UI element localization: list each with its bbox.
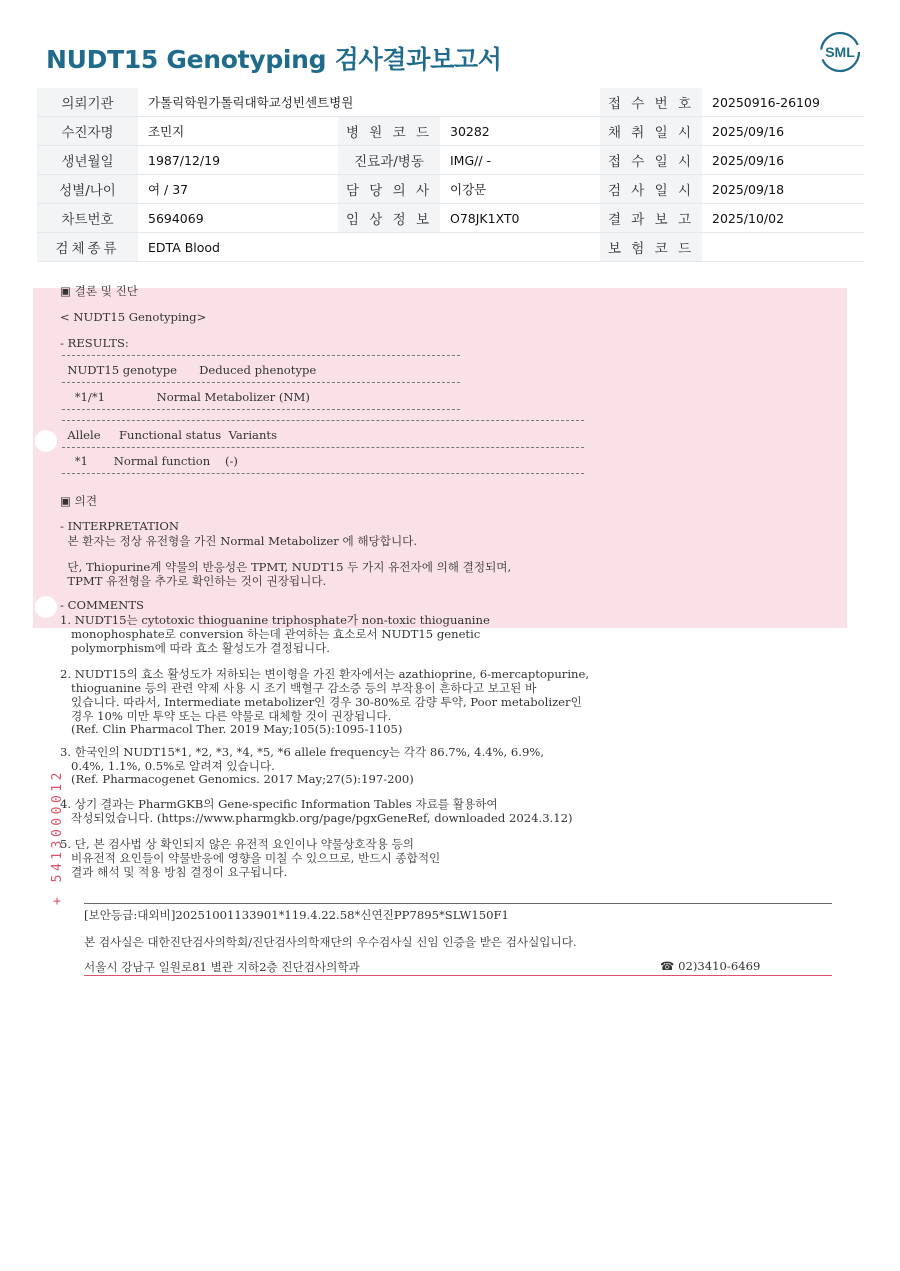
info-row	[37, 175, 864, 204]
separator	[62, 420, 584, 421]
punch-hole	[35, 596, 57, 618]
section-opinion-heading: ▣ 의견	[60, 494, 98, 508]
comment-text: 작성되었습니다. (https://www.pharmgkb.org/page/pgxGeneRef, downloaded 2024.3.12)	[60, 811, 573, 825]
comment-text: (Ref. Pharmacogenet Genomics. 2017 May;27(5):197-200)	[60, 772, 414, 786]
comment-text: 4. 상기 결과는 PharmGKB의 Gene-specific Information Tables 자료를 활용하여	[60, 797, 498, 811]
allele-row: *1 Normal function (-)	[60, 454, 238, 468]
footer-bottom-rule	[84, 975, 832, 976]
separator	[62, 409, 460, 410]
info-label: 보 험 코 드	[600, 233, 702, 262]
info-value	[702, 233, 864, 262]
info-label: 결 과 보 고	[600, 204, 702, 233]
comment-text: 1. NUDT15는 cytotoxic thioguanine triphosphate가 non-toxic thioguanine	[60, 613, 490, 627]
test-name: < NUDT15 Genotyping>	[60, 310, 207, 324]
comments-heading: - COMMENTS	[60, 598, 145, 612]
comment-text: 있습니다. 따라서, Intermediate metabolizer인 경우 30-80%로 감량 투약, Poor metabolizer인	[60, 695, 582, 709]
results-heading: - RESULTS:	[60, 336, 129, 350]
info-value: 20250916-26109	[702, 88, 864, 117]
results-header: NUDT15 genotype Deduced phenotype	[60, 363, 317, 377]
comment-text: polymorphism에 따라 효소 활성도가 결정됩니다.	[60, 641, 330, 655]
comment-text: 경우 10% 미만 투약 또는 다른 약물로 대체할 것이 권장됩니다.	[60, 709, 392, 723]
comment-text: monophosphate로 conversion 하는데 관여하는 효소로서 NUDT15 genetic	[60, 627, 481, 641]
info-row	[37, 88, 864, 117]
address-line: 서울시 강남구 일원로81 별관 지하2층 진단검사의학과	[84, 960, 360, 974]
info-value: 2025/09/18	[702, 175, 864, 204]
info-label: 담 당 의 사	[338, 175, 440, 204]
info-value: 5694069	[138, 204, 338, 233]
info-value: 30282	[440, 117, 600, 146]
comment-text: 비유전적 요인들이 약물반응에 영향을 미칠 수 있으므로, 반드시 종합적인	[60, 851, 441, 865]
info-label: 의뢰기관	[37, 88, 138, 117]
info-value: 2025/09/16	[702, 117, 864, 146]
info-value: 이강문	[440, 175, 600, 204]
info-label: 검체종류	[37, 233, 138, 262]
comment-text: 2. NUDT15의 효소 활성도가 저하되는 변이형을 가진 환자에서는 azathioprine, 6-mercaptopurine,	[60, 667, 590, 681]
phone-number: ☎ 02)3410-6469	[660, 959, 761, 973]
comment-text: thioguanine 등의 관련 약제 사용 시 조기 백혈구 감소증 등의 부작용이 흔하다고 보고된 바	[60, 681, 537, 695]
info-value: EDTA Blood	[138, 233, 600, 262]
info-value: 2025/09/16	[702, 146, 864, 175]
side-barcode-text: + 5413000012	[50, 769, 65, 905]
info-label: 차트번호	[37, 204, 138, 233]
info-value: 가톨릭학원가톨릭대학교성빈센트병원	[138, 88, 600, 117]
separator	[62, 355, 460, 356]
comment-text: (Ref. Clin Pharmacol Ther. 2019 May;105(5):1095-1105)	[60, 722, 403, 736]
security-line: [보안등급:대외비]20251001133901*119.4.22.58*신연진PP7895*SLW150F1	[84, 908, 509, 922]
certification-line: 본 검사실은 대한진단검사의학회/진단검사의학재단의 우수검사실 신임 인증을 받은 검사실입니다.	[84, 935, 577, 949]
footer-divider	[84, 903, 832, 904]
info-value: 여 / 37	[138, 175, 338, 204]
info-label: 검 사 일 시	[600, 175, 702, 204]
info-label: 수진자명	[37, 117, 138, 146]
interpretation-text: 단, Thiopurine계 약물의 반응성은 TPMT, NUDT15 두 가지 유전자에 의해 결정되며,	[60, 560, 512, 574]
info-label: 임 상 정 보	[338, 204, 440, 233]
info-label: 채 취 일 시	[600, 117, 702, 146]
comment-text: 결과 해석 및 적용 방침 결정이 요구됩니다.	[60, 865, 288, 879]
info-label: 접 수 번 호	[600, 88, 702, 117]
info-row	[37, 233, 864, 262]
info-value: 조민지	[138, 117, 338, 146]
interpretation-text: 본 환자는 정상 유전형을 가진 Normal Metabolizer 에 해당합니다.	[60, 534, 418, 548]
info-value: 1987/12/19	[138, 146, 338, 175]
info-label: 생년월일	[37, 146, 138, 175]
separator	[62, 473, 584, 474]
info-label: 접 수 일 시	[600, 146, 702, 175]
separator	[62, 447, 584, 448]
report-title: NUDT15 Genotyping 검사결과보고서	[46, 45, 502, 74]
info-row	[37, 117, 864, 146]
info-row	[37, 204, 864, 233]
comment-text: 3. 한국인의 NUDT15*1, *2, *3, *4, *5, *6 allele frequency는 각각 86.7%, 4.4%, 6.9%,	[60, 745, 545, 759]
interpretation-text: TPMT 유전형을 추가로 확인하는 것이 권장됩니다.	[60, 574, 327, 588]
comment-text: 0.4%, 1.1%, 0.5%로 알려져 있습니다.	[60, 759, 275, 773]
allele-header: Allele Functional status Variants	[60, 428, 278, 442]
sml-logo	[818, 30, 862, 74]
punch-hole	[35, 430, 57, 452]
patient-info-table	[37, 88, 864, 262]
info-value: 2025/10/02	[702, 204, 864, 233]
results-row: *1/*1 Normal Metabolizer (NM)	[60, 390, 310, 404]
logo-text: SML	[825, 44, 855, 60]
info-value: IMG// -	[440, 146, 600, 175]
info-row	[37, 146, 864, 175]
interpretation-heading: - INTERPRETATION	[60, 519, 180, 533]
comment-text: 5. 단, 본 검사법 상 확인되지 않은 유전적 요인이나 약물상호작용 등의	[60, 837, 414, 851]
info-label: 병 원 코 드	[338, 117, 440, 146]
info-label: 성별/나이	[37, 175, 138, 204]
info-label: 진료과/병동	[338, 146, 440, 175]
section-conclusion-heading: ▣ 결론 및 진단	[60, 284, 139, 298]
info-value: O78JK1XT0	[440, 204, 600, 233]
separator	[62, 382, 460, 383]
